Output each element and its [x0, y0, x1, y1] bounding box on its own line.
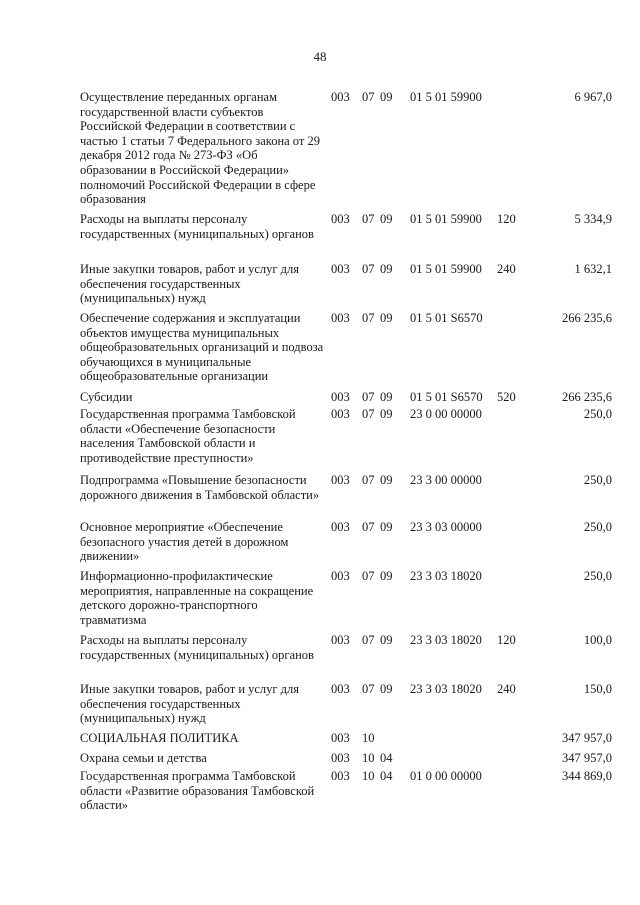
- row-amount: 6 967,0: [574, 90, 612, 104]
- row-name: Информационно-профилактические мероприятия, направленные на сокращение детского дорожно-транспортного травматизма: [80, 569, 314, 627]
- row-admin-code: 003: [331, 520, 350, 534]
- row-section: 07: [362, 633, 375, 647]
- row-name: Расходы на выплаты персоналу государственных (муниципальных) органов: [80, 212, 314, 241]
- row-admin-code: 003: [331, 682, 350, 696]
- row-expense-type: 240: [497, 682, 516, 696]
- row-subsection: 09: [380, 520, 393, 534]
- row-admin-code: 003: [331, 407, 350, 421]
- row-section: 07: [362, 407, 375, 421]
- row-amount: 100,0: [583, 633, 612, 647]
- row-admin-code: 003: [331, 569, 350, 583]
- row-expense-type: 120: [497, 212, 516, 226]
- row-subsection: 09: [380, 633, 393, 647]
- row-section: 07: [362, 262, 375, 276]
- row-subsection: 09: [380, 262, 393, 276]
- row-admin-code: 003: [331, 473, 350, 487]
- row-name: Государственная программа Тамбовской области «Развитие образования Тамбовской области»: [80, 769, 315, 813]
- row-amount: 250,0: [583, 569, 612, 583]
- row-target-article: 23 3 03 18020: [410, 569, 482, 583]
- row-admin-code: 003: [331, 262, 350, 276]
- row-amount: 250,0: [583, 407, 612, 421]
- row-target-article: 01 5 01 59900: [410, 212, 482, 226]
- row-target-article: 01 0 00 00000: [410, 769, 482, 783]
- row-expense-type: 520: [497, 390, 516, 404]
- row-name: Государственная программа Тамбовской области «Обеспечение безопасности населения Тамбовской области и противодействие преступности»: [80, 407, 296, 465]
- row-target-article: 01 5 01 S6570: [410, 390, 483, 404]
- page-number: 48: [313, 49, 327, 64]
- row-admin-code: 003: [331, 90, 350, 104]
- row-amount: 347 957,0: [562, 731, 612, 745]
- row-expense-type: 240: [497, 262, 516, 276]
- row-section: 07: [362, 212, 375, 226]
- row-subsection: 09: [380, 682, 393, 696]
- row-section: 07: [362, 520, 375, 534]
- row-section: 10: [362, 731, 375, 745]
- row-admin-code: 003: [331, 311, 350, 325]
- row-name: Субсидии: [80, 390, 133, 404]
- row-admin-code: 003: [331, 731, 350, 745]
- row-subsection: 09: [380, 212, 393, 226]
- row-admin-code: 003: [331, 212, 350, 226]
- row-amount: 5 334,9: [574, 212, 612, 226]
- row-subsection: 09: [380, 569, 393, 583]
- row-section: 07: [362, 90, 375, 104]
- row-target-article: 01 5 01 59900: [410, 90, 482, 104]
- row-subsection: 04: [380, 769, 393, 783]
- row-section: 10: [362, 751, 375, 765]
- row-amount: 250,0: [583, 473, 612, 487]
- row-target-article: 23 3 03 18020: [410, 633, 482, 647]
- row-name: Иные закупки товаров, работ и услуг для обеспечения государственных (муниципальных) нужд: [80, 262, 300, 306]
- row-target-article: 23 3 03 18020: [410, 682, 482, 696]
- row-subsection: 04: [380, 751, 393, 765]
- row-amount: 250,0: [583, 520, 612, 534]
- row-subsection: 09: [380, 407, 393, 421]
- row-amount: 266 235,6: [562, 311, 612, 325]
- row-expense-type: 120: [497, 633, 516, 647]
- row-name: Охрана семьи и детства: [80, 751, 207, 765]
- row-name: Подпрограмма «Повышение безопасности дорожного движения в Тамбовской области»: [80, 473, 320, 502]
- row-name: Обеспечение содержания и эксплуатации объектов имущества муниципальных общеобразовательных организаций и подвоза обучающихся в муниципальные общеобразовательные организации: [80, 311, 324, 384]
- row-name: Основное мероприятие «Обеспечение безопасного участия детей в дорожном движении»: [80, 520, 289, 564]
- row-subsection: 09: [380, 90, 393, 104]
- row-target-article: 01 5 01 59900: [410, 262, 482, 276]
- row-amount: 150,0: [583, 682, 612, 696]
- row-section: 07: [362, 390, 375, 404]
- row-section: 07: [362, 569, 375, 583]
- row-section: 10: [362, 769, 375, 783]
- row-target-article: 23 3 03 00000: [410, 520, 482, 534]
- row-amount: 1 632,1: [574, 262, 612, 276]
- row-admin-code: 003: [331, 751, 350, 765]
- row-target-article: 23 0 00 00000: [410, 407, 482, 421]
- row-name: СОЦИАЛЬНАЯ ПОЛИТИКА: [80, 731, 239, 745]
- row-section: 07: [362, 682, 375, 696]
- row-target-article: 01 5 01 S6570: [410, 311, 483, 325]
- row-subsection: 09: [380, 390, 393, 404]
- row-section: 07: [362, 311, 375, 325]
- row-admin-code: 003: [331, 769, 350, 783]
- row-amount: 266 235,6: [562, 390, 612, 404]
- row-amount: 344 869,0: [562, 769, 612, 783]
- row-section: 07: [362, 473, 375, 487]
- row-subsection: 09: [380, 473, 393, 487]
- row-admin-code: 003: [331, 390, 350, 404]
- row-admin-code: 003: [331, 633, 350, 647]
- row-name: Расходы на выплаты персоналу государственных (муниципальных) органов: [80, 633, 314, 662]
- row-target-article: 23 3 00 00000: [410, 473, 482, 487]
- row-amount: 347 957,0: [562, 751, 612, 765]
- row-name: Осуществление переданных органам государственной власти субъектов Российской Федерации в соответствии с частью 1 статьи 7 Федерального закона от 29 декабря 2012 года № 273-ФЗ «Об образовании в Российской Федерации» полномочий Российской Федерации в сфере образования: [80, 90, 320, 207]
- row-subsection: 09: [380, 311, 393, 325]
- row-name: Иные закупки товаров, работ и услуг для обеспечения государственных (муниципальных) нужд: [80, 682, 300, 726]
